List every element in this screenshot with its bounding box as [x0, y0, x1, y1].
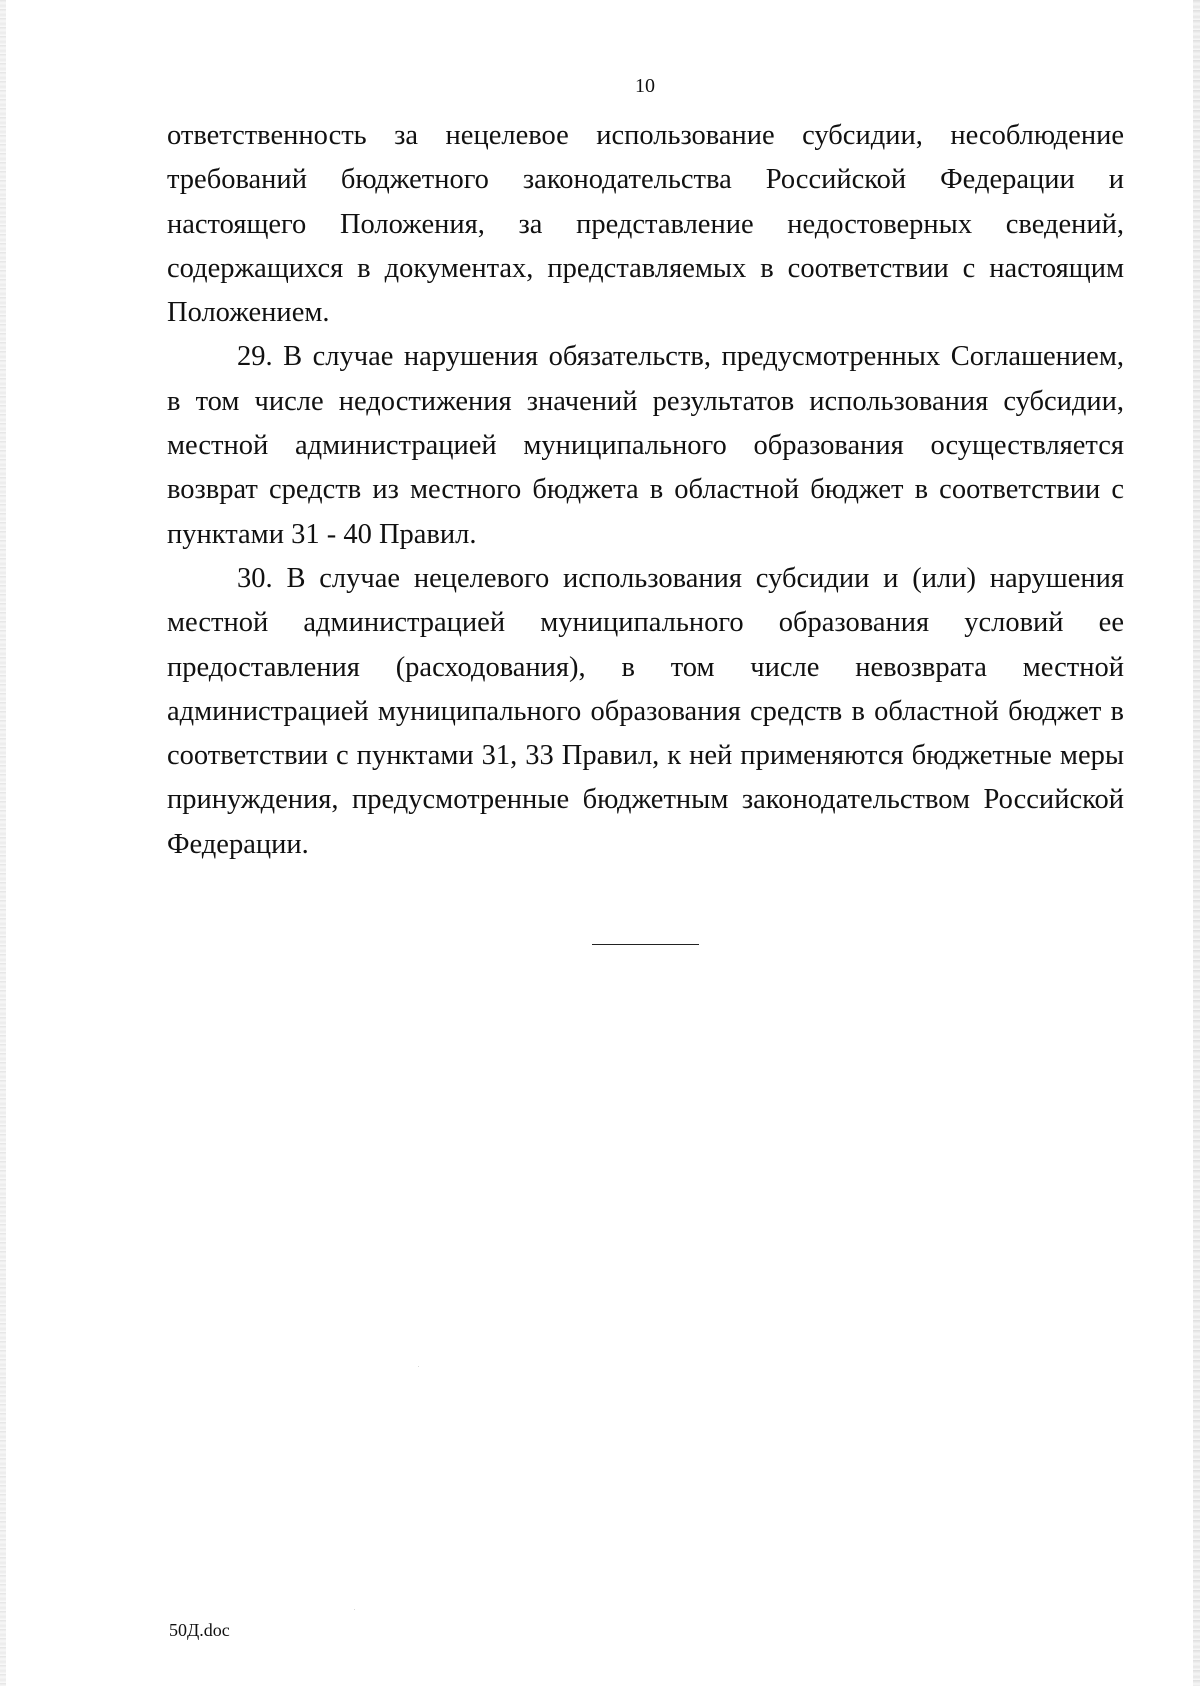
- paragraph-continuation: ответственность за нецелевое использование субсидии, несоблюдение требований бюджетного законодательства Российской Федерации и настоящего Положения, за представление недостоверных сведений, содержащихся в документах, представляемых в соответствии с настоящим Положением.: [167, 120, 1124, 329]
- paragraph-29: 29. В случае нарушения обязательств, предусмотренных Соглашением, в том числе недостижения значений результатов использования субсидии, местной администрацией муниципального образования осуществляется возврат средств из местного бюджета в областной бюджет в соответствии с пунктами 31 - 40 Правил.: [167, 341, 1124, 550]
- footer-filename: 50Д.doc: [169, 1620, 230, 1640]
- page-number: 10: [635, 75, 655, 97]
- scan-speck: [418, 1366, 419, 1367]
- scan-edge-right: [1193, 0, 1200, 1686]
- scan-speck: [354, 1609, 355, 1610]
- paragraph-30: 30. В случае нецелевого использования субсидии и (или) нарушения местной администрацией муниципального образования условий ее предоставления (расходования), в том числе невозврата местной администрацией муниципального образования средств в областной бюджет в соответствии с пунктами 31, 33 Правил, к ней применяются бюджетные меры принуждения, предусмотренные бюджетным законодательством Российской Федерации.: [167, 562, 1124, 860]
- end-of-text-rule: [592, 944, 699, 945]
- scan-edge-left: [0, 0, 6, 1686]
- body-text: [167, 114, 1124, 867]
